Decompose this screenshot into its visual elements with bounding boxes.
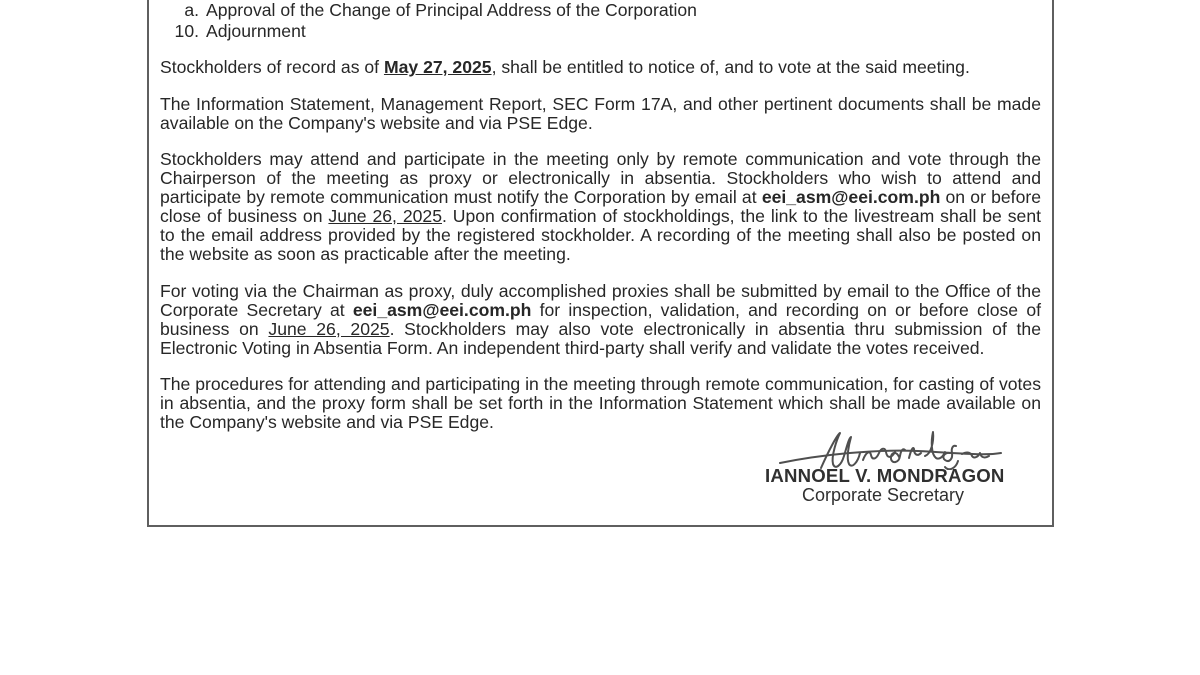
- text-run: , shall be entitled to notice of, and to vote at the said meeting.: [491, 57, 970, 77]
- text-run: on or before close of business on: [160, 187, 1042, 226]
- paragraph: [160, 95, 1041, 133]
- text-run: June 26, 2025: [268, 318, 390, 339]
- text-run: eei_asm@eei.com.ph: [761, 187, 941, 207]
- agenda-marker: 10.: [174, 21, 199, 41]
- signatory-name: IANNOEL V. MONDRAGON: [765, 465, 1005, 486]
- text-run: eei_asm@eei.com.ph: [352, 299, 532, 320]
- paragraph: [160, 150, 1041, 264]
- agenda-label: Approval of the Change of Principal Address of the Corporation: [206, 0, 697, 20]
- signature-image: [777, 426, 1005, 470]
- text-run: Stockholders of record as of: [160, 57, 384, 77]
- text-run: for inspection, validation, and recording on or before close of business on: [160, 299, 1041, 339]
- document-page: [147, 0, 1054, 527]
- text-run: The procedures for attending and participating in the meeting through remote communication, for casting of votes in absentia, and the proxy form shall be set forth in the Information Statement which shall be made available on the Company's website and via PSE Edge.: [160, 374, 1041, 432]
- signatory-title: Corporate Secretary: [801, 485, 965, 505]
- text-run: The Information Statement, Management Report, SEC Form 17A, and other pertinent documents shall be made available on the Company's website and via PSE Edge.: [160, 93, 1041, 133]
- paragraph: [160, 58, 1041, 77]
- agenda-list: [160, 0, 1041, 42]
- text-run: June 26, 2025: [328, 206, 442, 226]
- text-run: . Stockholders may also vote electronically in absentia thru submission of the Electronic Voting in Absentia Form. An independent third-party shall verify and validate the votes received.: [160, 318, 1041, 358]
- text-run: May 27, 2025: [383, 57, 492, 77]
- paragraph: [160, 375, 1041, 432]
- agenda-marker: a.: [184, 0, 199, 20]
- signature-block: [765, 426, 1005, 505]
- agenda-item: [160, 21, 1041, 42]
- text-run: Stockholders may attend and participate in the meeting only by remote communication and vote through the Chairperson of the meeting as proxy or electronically in absentia. Stockholders who wish to attend and participate by remote communication must notify the Corporation by email at: [160, 149, 1041, 207]
- text-run: . Upon confirmation of stockholdings, the link to the livestream shall be sent to the email address provided by the registered stockholder. A recording of the meeting shall also be posted on the website as soon as practicable after the meeting.: [160, 206, 1042, 264]
- agenda-item: [160, 0, 1041, 21]
- agenda-label: Adjournment: [206, 21, 306, 41]
- text-run: For voting via the Chairman as proxy, duly accomplished proxies shall be submitted by email to the Office of the Corporate Secretary at: [160, 280, 1041, 320]
- paragraph: [160, 282, 1041, 358]
- paragraphs: [160, 58, 1041, 432]
